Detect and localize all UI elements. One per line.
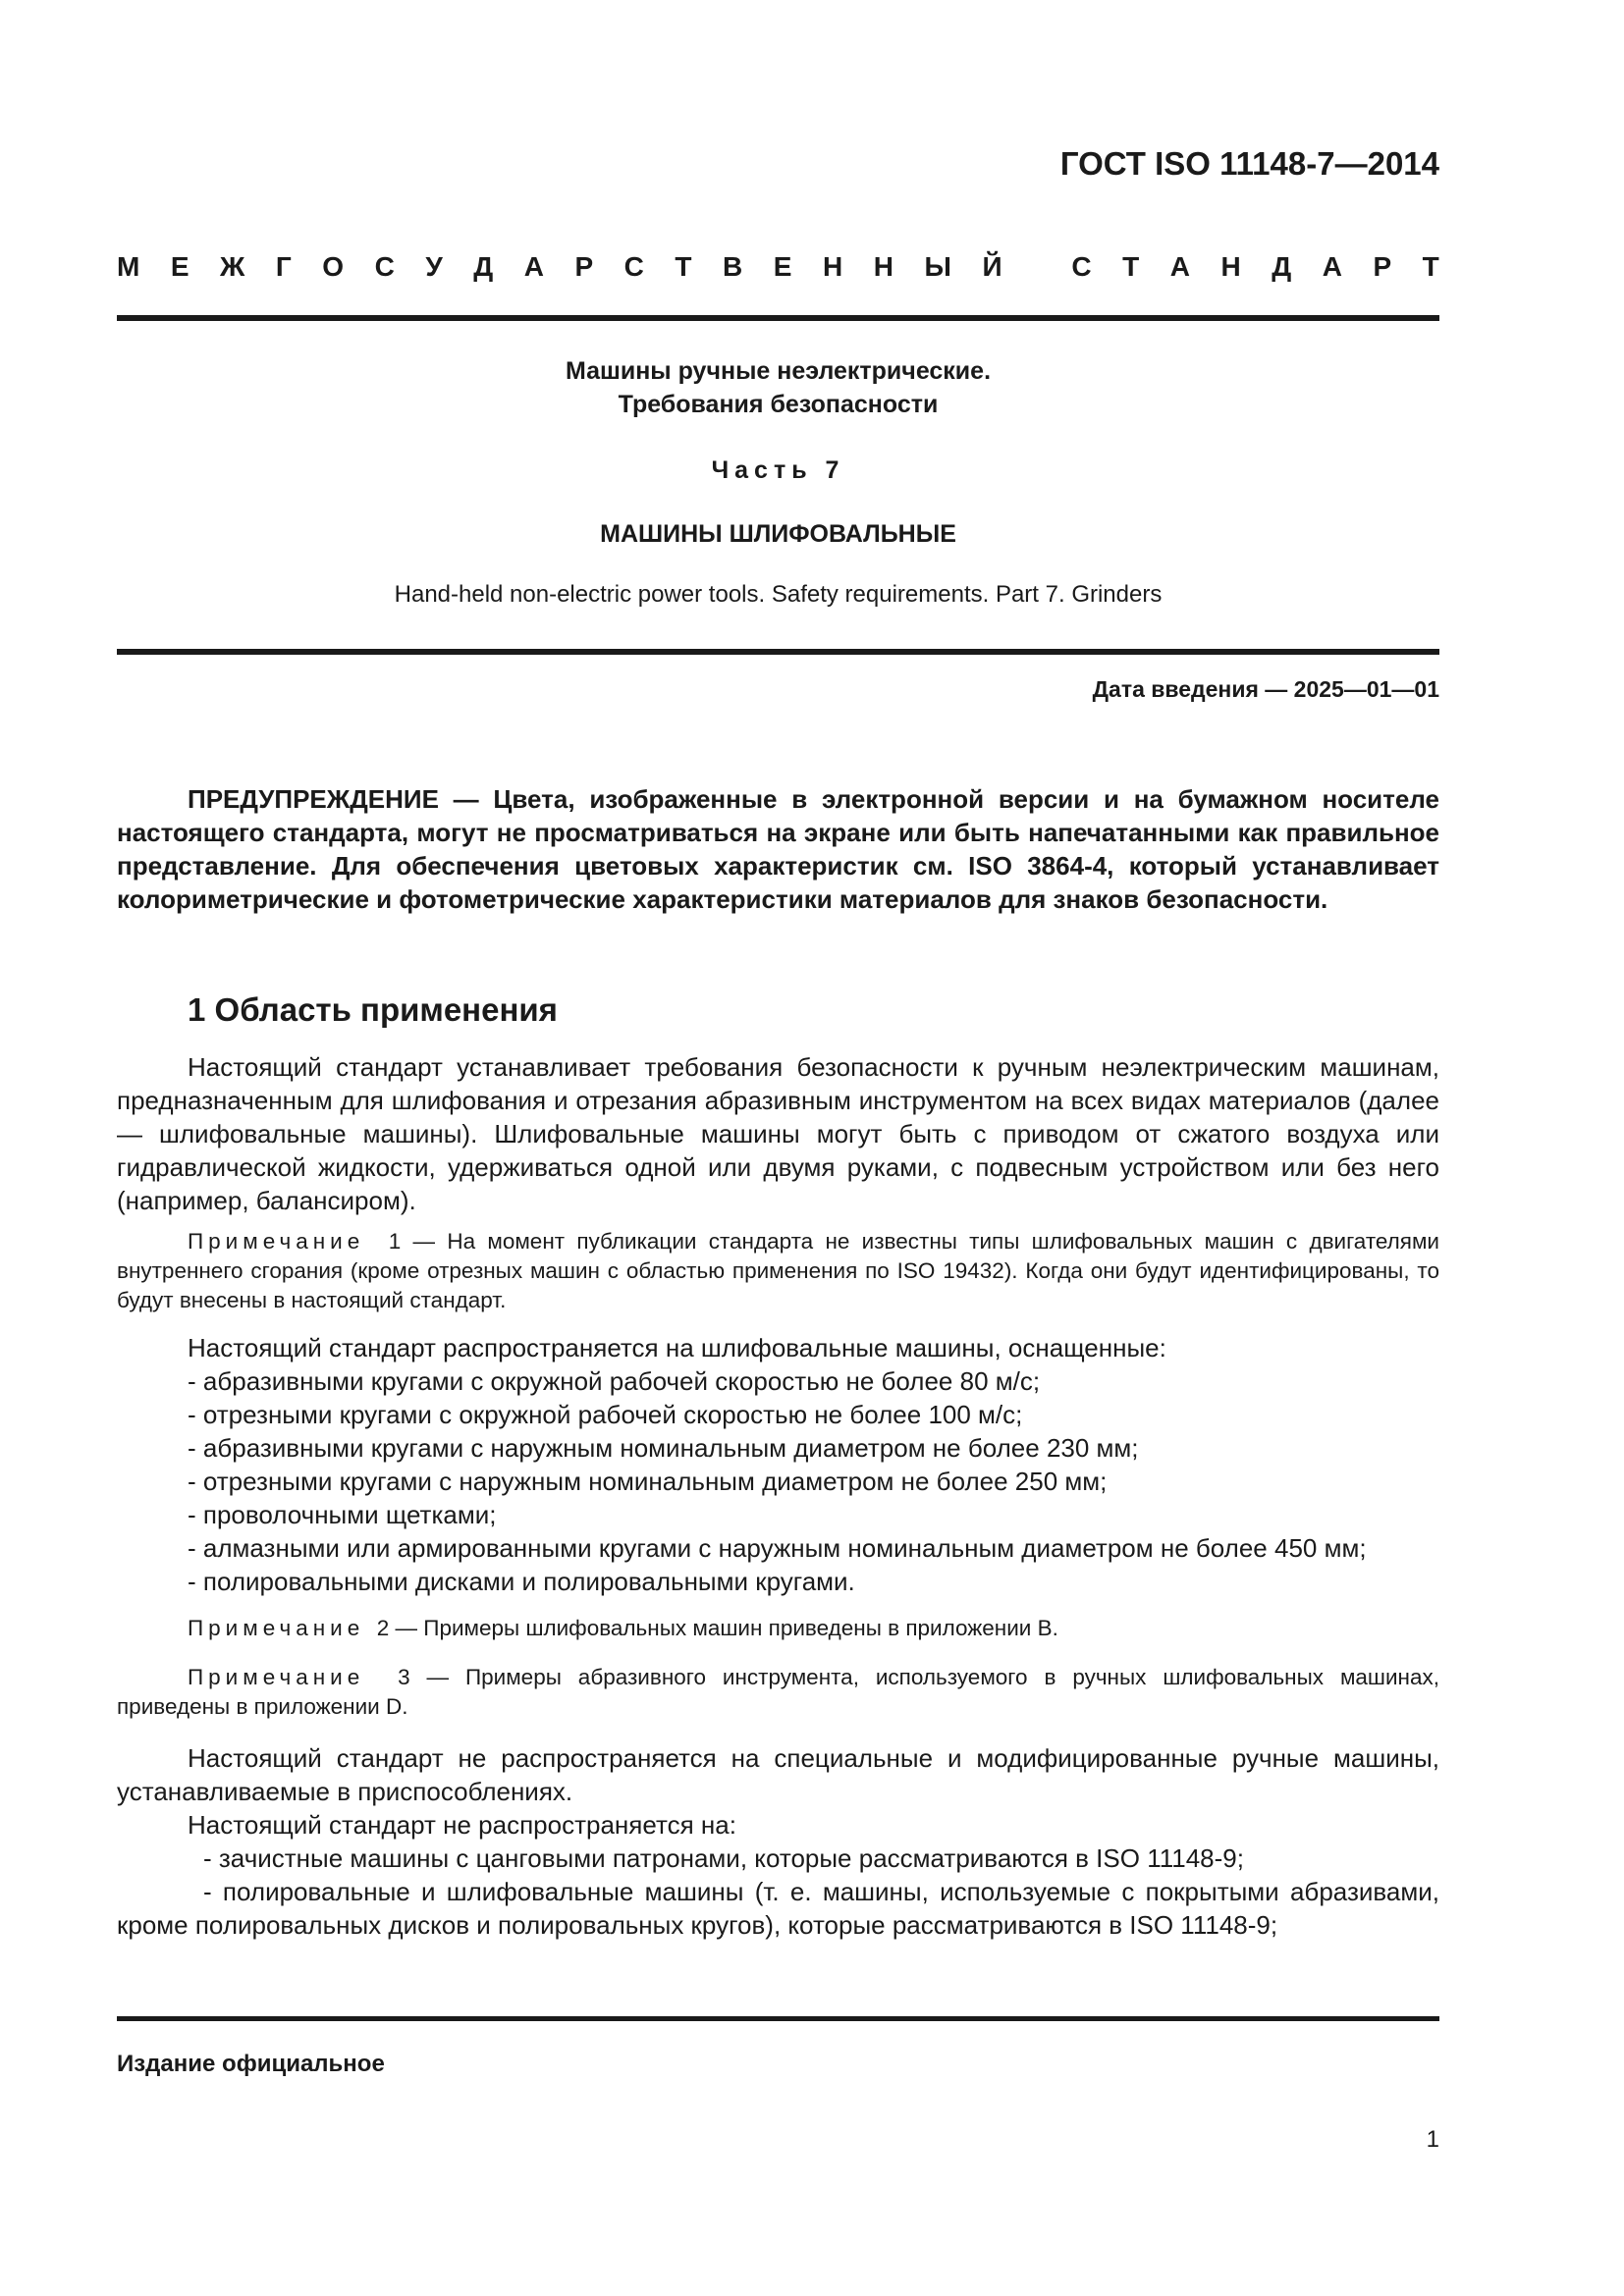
list-item: - полировальными дисками и полировальными кругами. bbox=[188, 1567, 855, 1596]
interstate-letter: Р bbox=[574, 251, 594, 282]
scope-paragraph-4: Настоящий стандарт не распространяется на: bbox=[188, 1810, 736, 1840]
footer-rule bbox=[117, 2016, 1439, 2021]
interstate-letter bbox=[1033, 251, 1041, 283]
subtitle: МАШИНЫ ШЛИФОВАЛЬНЫЕ bbox=[600, 520, 956, 548]
interstate-letter: Т bbox=[1122, 251, 1140, 282]
edition-label: Издание официальное bbox=[117, 2051, 385, 2077]
interstate-letter: Р bbox=[1373, 251, 1392, 282]
scope-paragraph-3: Настоящий стандарт не распространяется на специальные и модифицированные ручные машины, устанавливаемые в приспособлениях. bbox=[117, 1743, 1439, 1806]
interstate-letter: С bbox=[623, 251, 644, 282]
gost-code: ГОСТ ISO 11148-7—2014 bbox=[1059, 145, 1439, 182]
title-line-1: Машины ручные неэлектрические. bbox=[565, 357, 992, 385]
list-item: - алмазными или армированными кругами с наружным номинальным диаметром не более 450 мм; bbox=[188, 1533, 1367, 1563]
introduction-date: Дата введения — 2025—01—01 bbox=[1092, 676, 1439, 702]
note-1-text: 1 — На момент публикации стандарта не известны типы шлифовальных машин с двигателями внутреннего сгорания (кроме отрезных машин с областью применения по ISO 19432). Когда они будут идентифицированы, то будут внесены в настоящий стандарт. bbox=[117, 1229, 1439, 1312]
note-3-text: 3 — Примеры абразивного инструмента, используемого в ручных шлифовальных машинах, приведены в приложении D. bbox=[117, 1665, 1439, 1719]
interstate-letter: Т bbox=[675, 251, 692, 282]
interstate-letter: А bbox=[1169, 251, 1190, 282]
page-number: 1 bbox=[1426, 2126, 1439, 2153]
list-item: - отрезными кругами с наружным номинальным диаметром не более 250 мм; bbox=[188, 1467, 1108, 1496]
note-1-label: Примечание bbox=[188, 1229, 365, 1254]
exclusion-list bbox=[117, 1842, 1439, 1942]
section-heading: 1 Область применения bbox=[188, 991, 558, 1028]
interstate-letter: С bbox=[374, 251, 395, 282]
list-item: - полировальные и шлифовальные машины (т. е. машины, используемые с покрытыми абразивами, кроме полировальных дисков и полировальных кругов), которые рассматриваются в ISO 11148-9; bbox=[117, 1877, 1439, 1940]
interstate-standard-heading bbox=[117, 251, 1439, 283]
interstate-letter: О bbox=[322, 251, 345, 282]
interstate-letter: Н bbox=[823, 251, 843, 282]
interstate-letter: В bbox=[723, 251, 743, 282]
part-label: Часть 7 bbox=[711, 456, 845, 484]
list-item: - абразивными кругами с окружной рабочей скоростью не более 80 м/с; bbox=[188, 1366, 1041, 1396]
interstate-letter: А bbox=[1322, 251, 1342, 282]
interstate-letter: Н bbox=[1220, 251, 1241, 282]
interstate-letter: Ы bbox=[924, 251, 951, 282]
top-rule bbox=[117, 315, 1439, 321]
scope-paragraph-2: Настоящий стандарт распространяется на шлифовальные машины, оснащенные: bbox=[188, 1333, 1166, 1362]
scope-paragraph-1: Настоящий стандарт устанавливает требования безопасности к ручным неэлектрическим машинам, предназначенным для шлифования и отрезания абразивным инструментом на всех видах материалов (далее — шлифовальные машины). Шлифовальные машины могут быть с приводом от сжатого воздуха или гидравлической жидкости, удерживаться одной или двумя руками, с подвесным устройством или без него (например, балансиром). bbox=[117, 1052, 1439, 1215]
list-item: - абразивными кругами с наружным номинальным диаметром не более 230 мм; bbox=[188, 1433, 1139, 1463]
interstate-letter: А bbox=[523, 251, 544, 282]
note-2-label: Примечание bbox=[188, 1616, 365, 1640]
note-3 bbox=[117, 1663, 1439, 1722]
english-title: Hand-held non-electric power tools. Safety requirements. Part 7. Grinders bbox=[394, 581, 1163, 608]
list-item: - проволочными щетками; bbox=[188, 1500, 497, 1529]
equipment-list bbox=[117, 1364, 1439, 1598]
interstate-letter: Н bbox=[873, 251, 893, 282]
title-rule bbox=[117, 649, 1439, 655]
note-2 bbox=[117, 1614, 1439, 1643]
interstate-letter: М bbox=[117, 251, 140, 282]
interstate-letter: Е bbox=[773, 251, 792, 282]
note-2-text: 2 — Примеры шлифовальных машин приведены в приложении В. bbox=[376, 1616, 1058, 1640]
interstate-letter: У bbox=[425, 251, 443, 282]
interstate-letter: Д bbox=[473, 251, 494, 282]
note-3-label: Примечание bbox=[188, 1665, 365, 1689]
title-line-2: Требования безопасности bbox=[618, 391, 939, 418]
interstate-letter: Т bbox=[1422, 251, 1439, 282]
note-1 bbox=[117, 1227, 1439, 1315]
interstate-letter: С bbox=[1071, 251, 1092, 282]
interstate-letter: Ж bbox=[220, 251, 245, 282]
interstate-letter: Д bbox=[1272, 251, 1292, 282]
list-item: - отрезными кругами с окружной рабочей скоростью не более 100 м/с; bbox=[188, 1400, 1023, 1429]
interstate-letter: Й bbox=[982, 251, 1002, 282]
interstate-letter: Г bbox=[275, 251, 292, 282]
list-item: - зачистные машины с цанговыми патронами, которые рассматриваются в ISO 11148-9; bbox=[203, 1843, 1244, 1873]
interstate-letter: Е bbox=[170, 251, 189, 282]
warning-paragraph: ПРЕДУПРЕЖДЕНИЕ — Цвета, изображенные в электронной версии и на бумажном носителе настоящего стандарта, могут не просматриваться на экране или быть напечатанными как правильное представление. Для обеспечения цветовых характеристик см. ISO 3864-4, который устанавливает колориметрические и фотометрические характеристики материалов для знаков безопасности. bbox=[117, 784, 1439, 914]
